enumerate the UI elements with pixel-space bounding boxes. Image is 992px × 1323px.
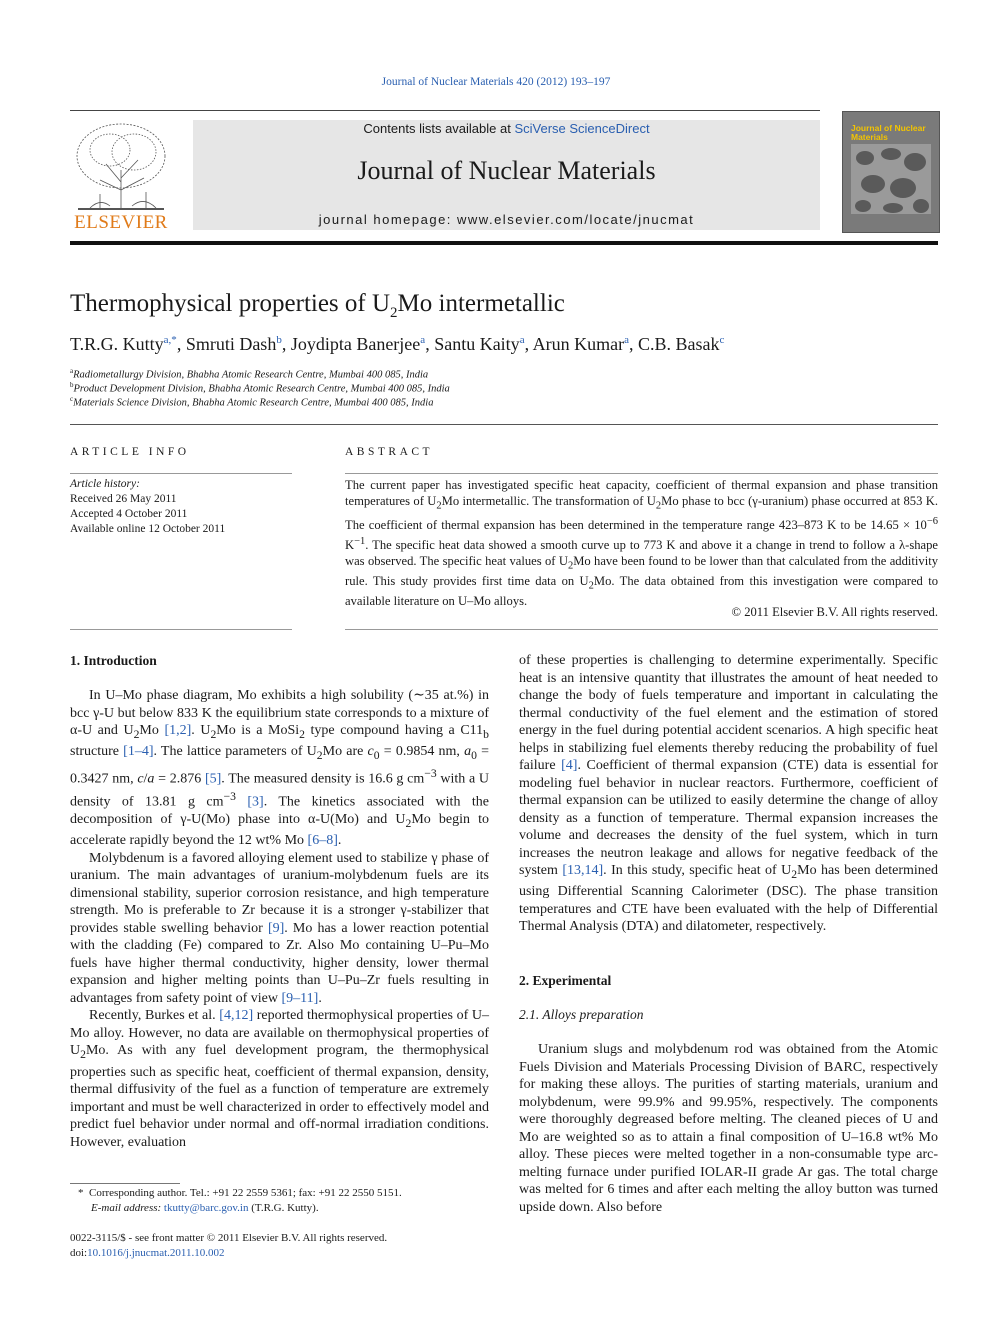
journal-cover-image[interactable] bbox=[842, 111, 940, 233]
affiliation-mark: b bbox=[70, 381, 74, 389]
header-rule bbox=[70, 110, 820, 111]
reference-link[interactable]: [4] bbox=[561, 758, 578, 773]
paragraph: Uranium slugs and molybdenum rod was obtained from the Atomic Fuels Division and Materials Processing Division of BARC, respectively for making these alloys. The purities of starting materials, uranium and molybdenum, were 99.9% and 99.95%, respectively. The components were thoroughly degreased before melting. The cleaned pieces of U and Mo are weighted so as to attain a final composition of U–16.8 wt% Mo alloy. These pieces were melted together in a non-consumable type arc-melting furnace under purified IOLAR-II grade Ar gas. The total charge was melted for 6 times and after each melting the alloy button was turned upside down. Also before bbox=[519, 1042, 938, 1215]
author-affiliation-mark[interactable]: a bbox=[420, 334, 426, 346]
asterisk-icon: * bbox=[78, 1187, 89, 1199]
history-label: Article history: bbox=[70, 478, 140, 490]
email-label: E-mail address: bbox=[91, 1202, 162, 1214]
title-subscript: 2 bbox=[390, 305, 398, 321]
email-suffix: (T.R.G. Kutty). bbox=[248, 1202, 319, 1214]
affiliation-mark: a bbox=[70, 367, 74, 375]
author[interactable]: Santu Kaity bbox=[434, 334, 520, 354]
section-heading-introduction: 1. Introduction bbox=[70, 653, 157, 668]
footnote-divider bbox=[70, 1183, 180, 1184]
author-affiliation-mark[interactable]: a bbox=[624, 334, 629, 346]
reference-link[interactable]: [1–4] bbox=[123, 744, 154, 760]
divider bbox=[70, 629, 292, 630]
divider bbox=[70, 424, 938, 425]
affiliation bbox=[70, 395, 433, 409]
title-part: Thermophysical properties of U bbox=[70, 290, 391, 317]
issn-line: 0022-3115/$ - see front matter © 2011 Elsevier B.V. All rights reserved. bbox=[70, 1232, 388, 1244]
corresponding-text: Corresponding author. Tel.: +91 22 2559 5361; fax: +91 22 2550 5151. bbox=[89, 1187, 402, 1199]
author-list: T.R.G. Kutty$^{a,*}$, Smruti Dash$^b$, Joydipta Banerjee$^a$, Santu Kaity$^a$, Arun Kumar$^a$, C.B. Basak$^c$ bbox=[70, 334, 725, 354]
abstract-heading: ABSTRACT bbox=[345, 446, 434, 458]
article-history bbox=[70, 477, 292, 537]
journal-homepage[interactable]: journal homepage: www.elsevier.com/locate/jnucmat bbox=[318, 212, 695, 227]
doi-line bbox=[70, 1246, 387, 1261]
affiliation-text: Materials Science Division, Bhabha Atomic Research Centre, Mumbai 400 085, India bbox=[73, 397, 434, 409]
email-line bbox=[70, 1201, 402, 1216]
accepted-date: Accepted 4 October 2011 bbox=[70, 508, 188, 520]
author[interactable]: C.B. Basak bbox=[637, 334, 720, 354]
divider bbox=[345, 629, 938, 630]
affiliation-text: Product Development Division, Bhabha Atomic Research Centre, Mumbai 400 085, India bbox=[73, 383, 450, 395]
publication-info bbox=[70, 1231, 387, 1261]
paragraph: Recently, Burkes et al. [4,12] reported thermophysical properties of U–Mo alloy. However, no data are available on thermophysical properties of $U_2Mo$. As with any fuel development program, the thermophysical properties such as specific heat, coefficient of thermal expansion, density, thermal diffusivity of the fuel as a function of temperature are extremely important and must be well characterized in order to effectively model and predict fuel behavior under normal and off-normal irradiation conditions. However, evaluation bbox=[70, 1008, 489, 1150]
header-thick-rule bbox=[70, 241, 938, 245]
sciencedirect-link[interactable]: SciVerse ScienceDirect bbox=[514, 121, 650, 136]
affiliation bbox=[70, 381, 450, 395]
introduction-body-continued bbox=[519, 652, 938, 936]
author[interactable]: Joydipta Banerjee bbox=[290, 334, 421, 354]
journal-title: Journal of Nuclear Materials bbox=[357, 156, 656, 185]
paper-title bbox=[70, 290, 565, 322]
introduction-body bbox=[70, 687, 489, 1151]
reference-link[interactable]: [6–8] bbox=[307, 833, 338, 849]
corresponding-line bbox=[70, 1186, 402, 1201]
alloys-preparation-body bbox=[519, 1041, 938, 1216]
affiliation bbox=[70, 367, 428, 381]
elsevier-wordmark[interactable]: ELSEVIER bbox=[74, 212, 168, 233]
journal-citation[interactable]: Journal of Nuclear Materials 420 (2012) 193–197 bbox=[381, 76, 611, 88]
cover-title: Journal of Nuclear Materials bbox=[851, 123, 926, 142]
divider bbox=[345, 473, 938, 474]
paragraph: In U–Mo phase diagram, Mo exhibits a high solubility (∼35 at.%) in bcc γ-U but below 833 K the equilibrium state corresponds to a mixture of α-U and $U_2Mo$ [1,2]. $U_2Mo$ is a MoSi$_2$ type compound having a $C11_b$ structure [1–4]. The lattice parameters of $U_2Mo$ are $c_0 = 0.9854$ nm, $a_0 = 0.3427$ nm, c/a = 2.876 [5]. The measured density is 16.6 g $cm^{-3}$ with a U density of 13.81 g $cm^{-3}$ [3]. The kinetics associated with the decomposition of γ-U(Mo) phase into α-U(Mo) and $U_2Mo$ begin to accelerate rapidly beyond the 12 wt% Mo [6–8]. bbox=[70, 688, 489, 849]
author[interactable]: Arun Kumar bbox=[532, 334, 625, 354]
cover-micrograph-icon bbox=[851, 144, 931, 214]
contents-prefix: Contents lists available at bbox=[363, 121, 515, 136]
article-info-heading: ARTICLE INFO bbox=[70, 446, 190, 458]
abstract-copyright: © 2011 Elsevier B.V. All rights reserved. bbox=[731, 605, 938, 619]
doi-link[interactable]: 10.1016/j.jnucmat.2011.10.002 bbox=[87, 1247, 225, 1259]
reference-link[interactable]: [9–11] bbox=[281, 990, 319, 1006]
section-heading-experimental: 2. Experimental bbox=[519, 973, 612, 988]
title-part: Mo intermetallic bbox=[397, 290, 565, 317]
affiliation-text: Radiometallurgy Division, Bhabha Atomic Research Centre, Mumbai 400 085, India bbox=[73, 369, 429, 381]
paragraph: of these properties is challenging to determine experimentally. Specific heat is an intensive quantity that illustrates the amount of heat needed to change the body of fuels temperature and important in calculating the thermal conductivity of the fuel element and the estimation of stored energy in the fuel during potential accident scenarios. A high specific heat helps in stabilizing fuel elements thereby reducing the probability of fuel failure [4]. Coefficient of thermal expansion (CTE) data is essential for modeling fuel behavior in nuclear reactors. Furthermore, coefficient of thermal expansion can be utilized to easily determine the change of alloy density as a function of temperature. Thermal expansion increases the volume and decreases the density of the fuel system, which in turn increases the neutron leakage and allows for negative feedback of the system [13,14]. In this study, specific heat of $U_2Mo$ has been determined using Differential Scanning Calorimeter (DSC). The phase transition temperatures and CTE have been evaluated with the help of Differential Thermal Analysis (DTA) and dilatometer, respectively. bbox=[519, 653, 938, 935]
reference-link[interactable]: [5] bbox=[204, 771, 222, 787]
affiliation-mark: c bbox=[70, 395, 74, 403]
author-affiliation-mark[interactable]: a bbox=[519, 334, 525, 346]
online-date: Available online 12 October 2011 bbox=[70, 523, 226, 535]
author[interactable]: Smruti Dash bbox=[185, 334, 277, 354]
paragraph: Molybdenum is a favored alloying element used to stabilize γ phase of uranium. The main advantages of uranium-molybdenum fuels are its dimensional stability, superior corrosion resistance, and high temperature strength. Mo is preferable to Zr because it is a stronger γ-stabilizer that provides stable swelling behavior [9]. Mo has a lower reaction potential with the cladding (Fe) compared to Zr. Also Mo containing U–Pu–Mo fuels have higher thermal conductivity, higher density, lower thermal expansion and higher melting points than U–Pu–Zr fuels resulting in advantages from safety point of view [9–11]. bbox=[70, 850, 489, 1006]
reference-link[interactable]: [4,12] bbox=[219, 1008, 254, 1024]
abstract-body: The current paper has investigated specific heat capacity, coefficient of thermal expansion and phase transition temperatures of $U_2Mo$ intermetallic. The transformation of $U_2Mo$ phase to bcc (γ-uranium) phase occurred at 853 K. The coefficient of thermal expansion has been determined in the temperature range 423–873 K to be $14.65 \times 10^{-6}$ $K^{-1}$. The specific heat data showed a smooth curve up to 773 K and above it a change in trend to follow a λ-shape was observed. The specific heat values of $U_2Mo$ have been found to be lower than that calculated from the additivity rule. This study provides first time data on $U_2Mo$. The data obtained from this investigation were compared to available literature on U–Mo alloys. bbox=[345, 478, 939, 609]
doi-label: doi: bbox=[70, 1247, 88, 1259]
reference-link[interactable]: [13,14] bbox=[562, 863, 604, 878]
corresponding-author-note bbox=[70, 1186, 402, 1216]
subsection-heading-alloys: 2.1. Alloys preparation bbox=[519, 1007, 644, 1022]
author-affiliation-mark[interactable]: a,* bbox=[163, 334, 177, 346]
reference-link[interactable]: [1,2] bbox=[164, 723, 192, 738]
received-date: Received 26 May 2011 bbox=[70, 493, 177, 505]
author[interactable]: T.R.G. Kutty bbox=[70, 334, 164, 354]
reference-link[interactable]: [3] bbox=[247, 794, 264, 810]
author-affiliation-mark[interactable]: b bbox=[276, 334, 282, 346]
divider bbox=[70, 473, 292, 474]
email-link[interactable]: tkutty@barc.gov.in bbox=[163, 1202, 249, 1214]
contents-line bbox=[193, 121, 820, 136]
reference-link[interactable]: [9] bbox=[267, 920, 285, 936]
author-affiliation-mark[interactable]: c bbox=[719, 334, 725, 346]
